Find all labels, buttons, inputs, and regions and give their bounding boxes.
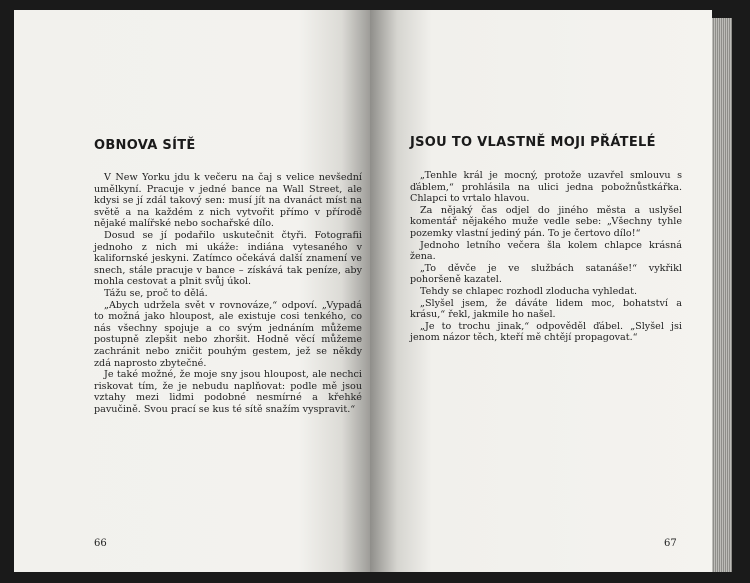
- right-page-title: JSOU TO VLASTNĚ MOJI PŘÁTELÉ: [410, 135, 656, 150]
- right-paragraph: „To děvče je ve službách satanáše!“ vykřikl pohoršeně kazatel.: [410, 262, 682, 286]
- right-paragraph: Tehdy se chlapec rozhodl zloducha vyhledat.: [420, 285, 638, 297]
- right-page-number: 67: [664, 538, 677, 549]
- right-paragraph: Za nějaký čas odjel do jiného města a uslyšel komentář nějakého muže vedle sebe: „Všechny tyhle pozemky vlastní jediný pán. To je čertovo dílo!“: [410, 204, 682, 239]
- book-spread: [14, 10, 734, 572]
- right-paragraph: Jednoho letního večera šla kolem chlapce krásná žena.: [410, 239, 682, 263]
- left-page-number: 66: [94, 538, 107, 549]
- left-paragraph: V New Yorku jdu k večeru na čaj s velice nevšední umělkyní. Pracuje v jedné bance na Wall Street, ale kdysi se jí zdál takový sen: musí jít na dvanáct míst na světě a na každém z nich vytvořit přímo v přírodě nějaké malířské nebo sochařské dílo.: [94, 172, 362, 230]
- left-paragraph: Dosud se jí podařilo uskutečnit čtyři. Fotografii jednoho z nich mi ukáže: indiána vytesaného v kalifornské jeskyni. Zatímco očekává další znamení ve snech, stále pracuje v bance – získává tak peníze, aby mohla cestovat a plnit svůj úkol.: [94, 229, 362, 288]
- right-page-body: [410, 170, 682, 344]
- left-page-body: [94, 172, 362, 415]
- left-paragraph: Je také možné, že moje sny jsou hloupost, ale nechci riskovat tím, že je nebudu naplňovat: podle mě jsou vztahy mezi lidmi podobné nesmírné a křehké pavučině. Svou prací se kus té sítě snažím vyspravit.“: [94, 369, 362, 415]
- right-paragraph: „Slyšel jsem, že dáváte lidem moc, bohatství a krásu,“ řekl, jakmile ho našel.: [410, 297, 682, 321]
- right-paragraph: „Tenhle král je mocný, protože uzavřel smlouvu s ďáblem,“ prohlásila na ulici jedna pobožnůstkářka. Chlapci to vrtalo hlavou.: [410, 170, 682, 205]
- page-block-edge: [712, 18, 732, 572]
- right-page: [370, 10, 712, 572]
- left-page-title: OBNOVA SÍTĚ: [94, 138, 196, 153]
- left-page: [14, 10, 370, 572]
- left-paragraph: „Abych udržela svět v rovnováze,“ odpoví. „Vypadá to možná jako hloupost, ale existuje cosi tenkého, co nás všechny spojuje a co svým jednáním můžeme postupně zlepšit nebo zhoršit. Hodně věcí můžeme zachránit nebo zničit pouhým gestem, jež se někdy zdá naprosto zbytečné.: [94, 299, 362, 369]
- left-paragraph: Tážu se, proč to dělá.: [104, 287, 208, 299]
- right-paragraph: „Je to trochu jinak,“ odpověděl ďábel. „Slyšel jsi jenom názor těch, kteří mě chtějí propagovat.“: [410, 320, 682, 344]
